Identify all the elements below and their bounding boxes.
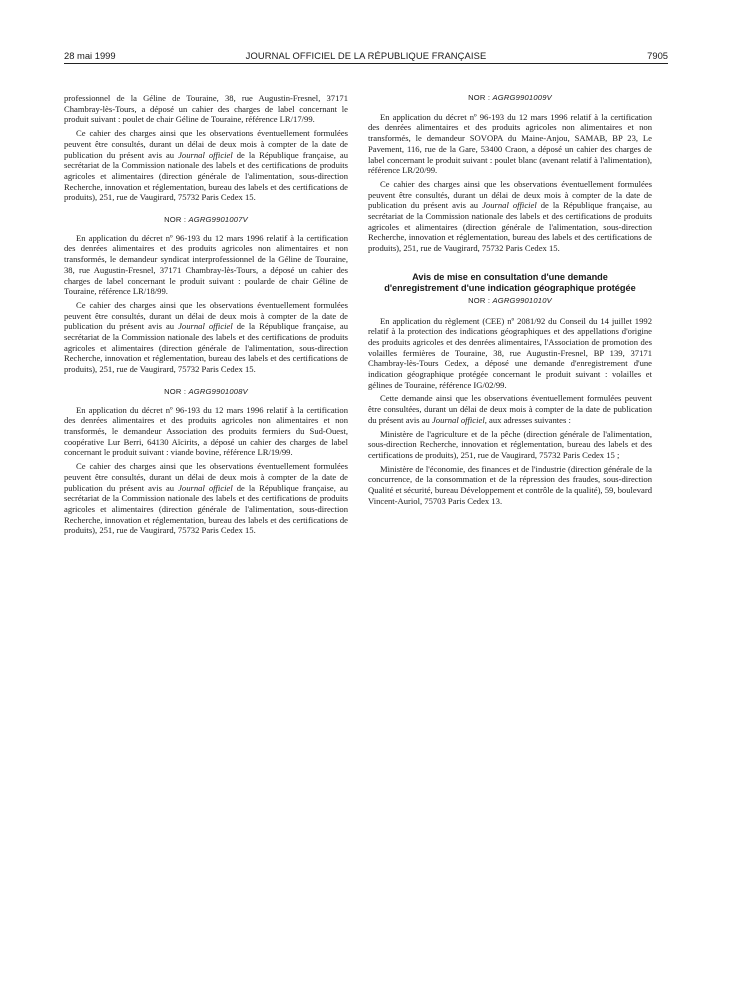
notice-title: Avis de mise en consultation d'une demande d'enregistrement d'une indication géographique protégée — [384, 271, 636, 294]
paragraph: Ministère de l'économie, des finances et de l'industrie (direction générale de la concurrence, de la consommation et de la répression des fraudes, sous-direction Qualité et sécurité, bureau Développement et contrôle de la qualité), 59, boulevard Vincent-Auriol, 75703 Paris Cedex 13. — [368, 463, 652, 506]
paragraph: Ce cahier des charges ainsi que les observations éventuellement formulées peuvent être consultés, durant un délai de deux mois à compter de la date de publication du présent avis au Journal officiel de la République française, au secrétariat de la Commission nationale des labels et des certifications de produits agricoles et alimentaires (direction générale de l'alimentation, sous-direction Recherche, innovation et réglementation, bureau des labels et des certifications de produits), 251, rue de Vaugirard, 75732 Paris Cedex 15. — [64, 128, 349, 203]
paragraph: En application du règlement (CEE) nº 2081/92 du Conseil du 14 juillet 1992 relatif à la protection des indications géographiques et des appellations d'origine des produits agricoles et des denrées alimentaires, l'Association de promotion des volailles fermières de Touraine, 38, rue Augustin-Fresnel, BP 139, 37171 Chambray-lès-Tours Cedex, a déposé une demande d'enregistrement d'une indication géographique protégée concernant le produit suivant : volailles et gélines de Touraine, référence IG/02/99. — [368, 315, 652, 390]
page-header — [64, 50, 668, 64]
page-number: 7905 — [647, 50, 668, 61]
journal-title: JOURNAL OFFICIEL DE LA RÉPUBLIQUE FRANÇAISE — [245, 50, 487, 61]
paragraph: En application du décret nº 96-193 du 12 mars 1996 relatif à la certification des denrées alimentaires et des produits agricoles non alimentaires et non transformés, le demandeur Association des produits fermiers du Sud-Ouest, coopérative Lur Berri, 64130 Aïcirits, a déposé un cahier des charges de label concernant le produit suivant : viande bovine, référence LR/19/99. — [64, 404, 348, 458]
publication-date: 28 mai 1999 — [64, 50, 116, 61]
nor-reference: NOR : AGRG9901010V — [468, 295, 552, 305]
nor-reference: NOR : AGRG9901007V — [164, 215, 248, 225]
nor-reference: NOR : AGRG9901008V — [164, 386, 248, 396]
paragraph: professionnel de la Géline de Touraine, 38, rue Augustin-Fresnel, 37171 Chambray-lès-Tours, a déposé un cahier des charges de label concernant le produit suivant : poulet de chair Géline de Touraine, référence LR/17/99. — [64, 93, 348, 125]
nor-reference: NOR : AGRG9901009V — [468, 93, 552, 102]
header-rule — [64, 63, 668, 64]
paragraph: En application du décret nº 96-193 du 12 mars 1996 relatif à la certification des denrées alimentaires et des produits agricoles non alimentaires et non transformés, le demandeur syndicat interprofessionnel de la Géline de Touraine, 38, rue Augustin-Fresnel, 37171 Chambray-lès-Tours, a déposé un cahier des charges de label concernant le produit suivant : poularde de chair Géline de Touraine, référence LR/18/99. — [64, 232, 348, 297]
paragraph: Ce cahier des charges ainsi que les observations éventuellement formulées peuvent être consultés, durant un délai de deux mois à compter de la date de publication du présent avis au Journal officiel de la République française, au secrétariat de la Commission nationale des labels et des certifications de produits agricoles et alimentaires (direction générale de l'alimentation, sous-direction Recherche, innovation et réglementation, bureau des labels et des certifications de produits), 251, rue de Vaugirard, 75732 Paris Cedex 15. — [64, 299, 349, 375]
left-column — [64, 93, 348, 536]
paragraph: En application du décret nº 96-193 du 12 mars 1996 relatif à la certification des denrées alimentaires et des produits agricoles non alimentaires et non transformés, le demandeur SOVOPA du Maine-Anjou, SAMAB, BP 23, Le Pavement, 116, rue de la Gare, 53400 Craon, a déposé un cahier des charges de label concernant le produit suivant : poulet blanc (avenant relatif à l'alimentation), référence LR/20/99. — [368, 111, 652, 176]
paragraph: Ministère de l'agriculture et de la pêche (direction générale de l'alimentation, sous-direction Recherche, innovation et réglementation, bureau des labels et des certifications de produits), 251, rue de Vaugirard, 75732 Paris Cedex 15 ; — [368, 428, 652, 460]
paragraph: Cette demande ainsi que les observations éventuellement formulées peuvent être consultées, durant un délai de deux mois à compter de la date de publication du présent avis au Journal officiel, aux adresses suivantes : — [368, 393, 652, 425]
paragraph: Ce cahier des charges ainsi que les observations éventuellement formulées peuvent être consultés, durant un délai de deux mois à compter de la date de publication du présent avis au Journal officiel de la République française, au secrétariat de la Commission nationale des labels et des certifications de produits agricoles et alimentaires (direction générale de l'alimentation, sous-direction Recherche, innovation et réglementation, bureau des labels et des certifications de produits), 251, rue de Vaugirard, 75732 Paris Cedex 15. — [368, 178, 653, 254]
paragraph: Ce cahier des charges ainsi que les observations éventuellement formulées peuvent être consultés, durant un délai de deux mois à compter de la date de publication du présent avis au Journal officiel de la République française, au secrétariat de la Commission nationale des labels et des certifications de produits agricoles et alimentaires (direction générale de l'alimentation, sous-direction Recherche, innovation et réglementation, bureau des labels et des certifications de produits), 251, rue de Vaugirard, 75732 Paris Cedex 15. — [64, 461, 349, 536]
right-column — [368, 93, 652, 507]
